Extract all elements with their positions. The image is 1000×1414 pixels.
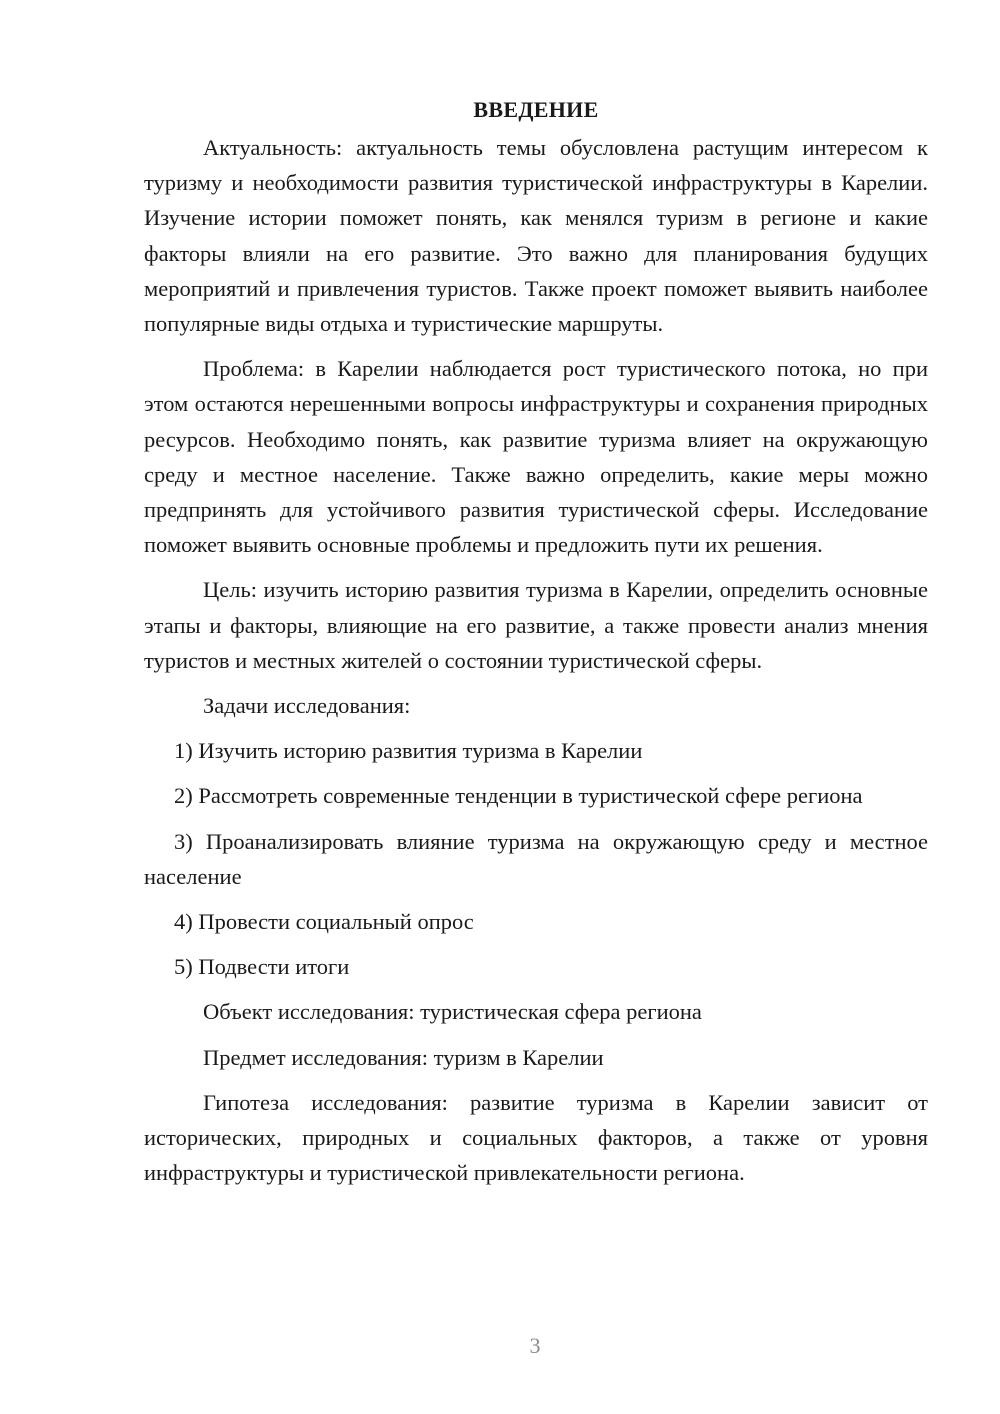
object-paragraph: Объект исследования: туристическая сфера региона [203, 999, 702, 1025]
tasks-heading: Задачи исследования: [203, 693, 411, 719]
page-number: 3 [529, 1333, 541, 1358]
page-title: ВВЕДЕНИЕ [473, 97, 599, 122]
document-page [144, 92, 928, 1190]
problem-paragraph: Проблема: в Карелии наблюдается рост туристического потока, но при этом остаются нерешенными вопросы инфраструктуры и сохранения природных ресурсов. Необходимо понять, как развитие туризма влияет на окружающую среду и местное население. Также важно определить, какие меры можно предпринять для устойчивого развития туристической сферы. Исследование поможет выявить основные проблемы и предложить пути их решения. [144, 356, 928, 558]
subject-paragraph: Предмет исследования: туризм в Карелии [203, 1044, 604, 1070]
task-item: 1) Изучить историю развития туризма в Карелии [174, 738, 643, 764]
task-item: 5) Подвести итоги [174, 954, 350, 980]
goal-paragraph: Цель: изучить историю развития туризма в Карелии, определить основные этапы и факторы, влияющие на его развитие, а также провести анализ мнения туристов и местных жителей о состоянии туристической сферы. [144, 577, 928, 673]
task-item: 2) Рассмотреть современные тенденции в туристической сфере региона [174, 783, 863, 809]
hypothesis-paragraph: Гипотеза исследования: развитие туризма в Карелии зависит от исторических, природных и социальных факторов, а также от уровня инфраструктуры и туристической привлекательности региона. [144, 1089, 928, 1186]
task-item: 3) Проанализировать влияние туризма на окружающую среду и местное население [144, 828, 928, 889]
relevance-paragraph: Актуальность: актуальность темы обусловлена растущим интересом к туризму и необходимости развития туристической инфраструктуры в Карелии. Изучение истории поможет понять, как менялся туризм в регионе и какие факторы влияли на его развитие. Это важно для планирования будущих мероприятий и привлечения туристов. Также проект поможет выявить наиболее популярные виды отдыха и туристические маршруты. [144, 135, 928, 337]
task-item: 4) Провести социальный опрос [174, 909, 474, 935]
